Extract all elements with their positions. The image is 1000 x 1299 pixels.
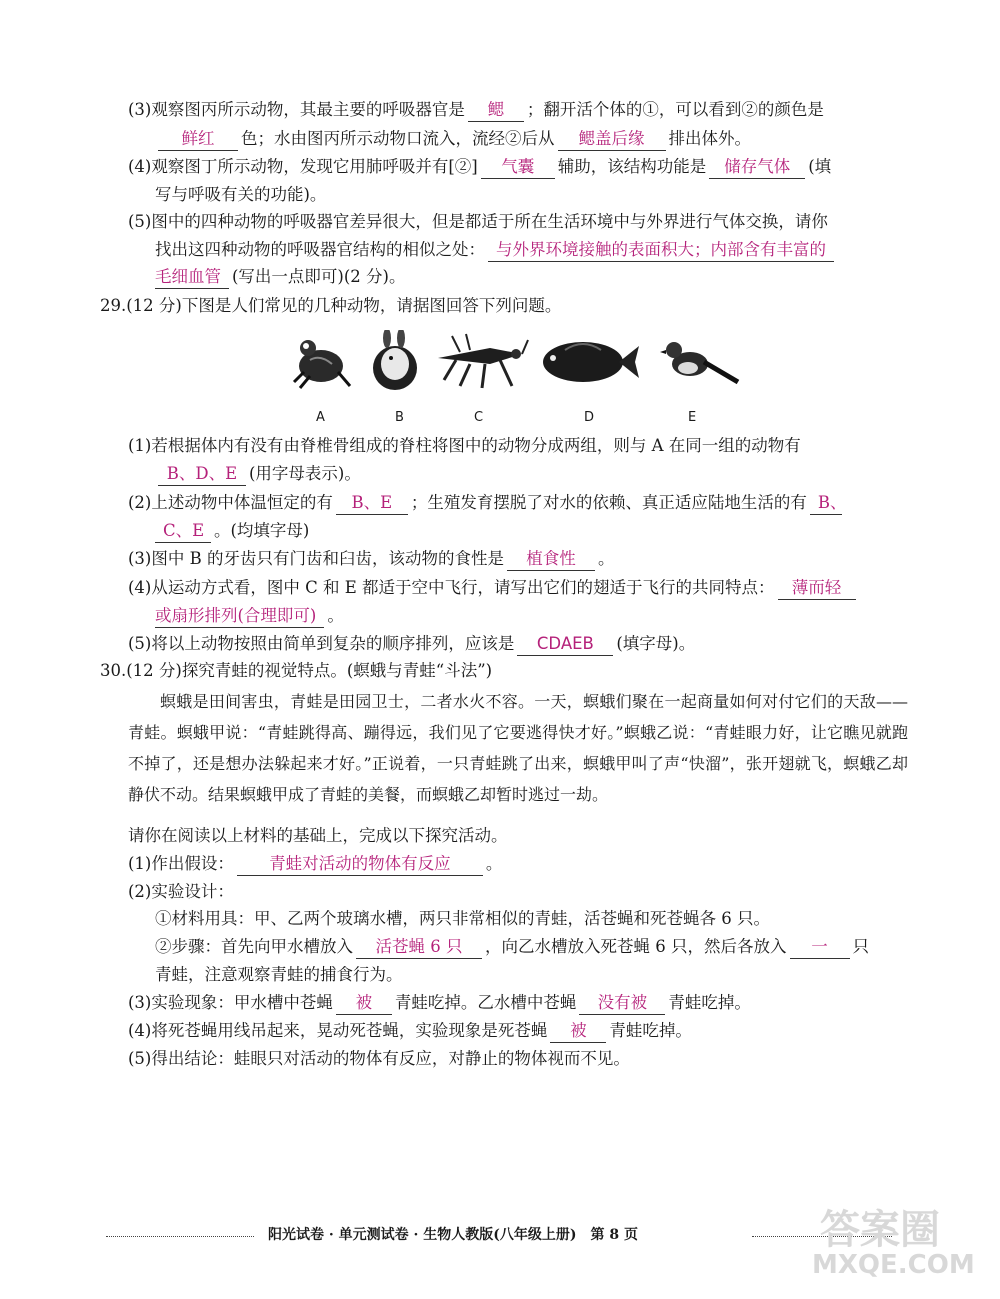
q28-p3-answer-1: 鳃	[468, 99, 524, 122]
q30-p3-answer-2: 没有被	[579, 992, 665, 1015]
q29-p5-line1	[128, 632, 695, 656]
q29-p3-text: (3)图中 B 的牙齿只有门齿和臼齿，该动物的食性是	[128, 549, 504, 568]
q28-p5-line2	[155, 238, 837, 262]
q29-p1-answer-1: B、D、E	[158, 463, 246, 486]
q30-intro: 请你在阅读以上材料的基础上，完成以下探究活动。	[128, 826, 508, 845]
q29-title: 29.(12 分)下图是人们常见的几种动物，请据图回答下列问题。	[100, 296, 562, 315]
q30-p2-text: 只	[852, 937, 869, 956]
q29-p5-text: (5)将以上动物按照由简单到复杂的顺序排列，应该是	[128, 634, 515, 653]
q29-p5-answer-1: CDAEB	[517, 633, 613, 656]
q30-story: 螟蛾是田间害虫，青蛙是田园卫士，二者水火不容。一天，螟蛾们聚在一起商量如何对付它们的天敌——青蛙。螟蛾甲说：“青蛙跳得高、蹦得远，我们见了它要逃得快才好。”螟蛾乙说：“青蛙眼力好，让它瞧见就跑不掉了，还是想办法躲起来才好。”正说着，一只青蛙跳了出来，螟蛾甲叫了声“快溜”，张开翅就飞，螟蛾乙却静伏不动。结果螟蛾甲成了青蛙的美餐，而螟蛾乙却暂时逃过一劫。	[128, 692, 908, 804]
q28-p3-text: 排出体外。	[668, 129, 751, 148]
q28-p3-text: ；翻开活个体的①，可以看到②的颜色是	[526, 100, 824, 119]
q28-p3-answer-2: 鲜红	[158, 128, 238, 151]
q28-p3-line1	[128, 98, 824, 122]
q28-p3-answer-3: 鳃盖后缘	[558, 128, 666, 151]
q30-p4-text: 青蛙吃掉。	[609, 1021, 692, 1040]
rabbit-image	[365, 330, 427, 392]
fish-image	[535, 330, 640, 392]
q29-p2-answer-2a: B、	[810, 492, 842, 515]
q29-p2-answer-1: B、E	[336, 492, 408, 515]
q30-p2-line: (2)实验设计：	[128, 882, 234, 901]
q29-p1-line1: (1)若根据体内有没有由脊椎骨组成的脊柱将图中的动物分成两组，则与 A 在同一组的动物有	[128, 436, 801, 455]
q29-p4-text: (4)从运动方式看，图中 C 和 E 都适于空中飞行，请写出它们的翅适于飞行的共同特点：	[128, 578, 775, 597]
q30-p4-text: (4)将死苍蝇用线吊起来，晃动死苍蝇，实验现象是死苍蝇	[128, 1021, 548, 1040]
q28-p5-answer-1: 与外界环境接触的表面积大；内部含有丰富的	[488, 239, 834, 262]
q29-p4-line1	[128, 576, 859, 600]
q29-p1-text: (用字母表示)。	[249, 464, 361, 483]
q29-p3-text: 。	[598, 549, 615, 568]
q30-p3-text: 青蛙吃掉。乙水槽中苍蝇	[394, 993, 577, 1012]
q30-p1-answer-1: 青蛙对活动的物体有反应	[237, 853, 483, 876]
q29-p2-line2	[155, 519, 309, 543]
q29-p2-text: 。(均填字母)	[214, 521, 310, 540]
q30-p2-text: ②步骤：首先向甲水槽放入	[155, 937, 353, 956]
q30-p1-text: (1)作出假设：	[128, 854, 234, 873]
footer-text: 阳光试卷 · 单元测试卷 · 生物人教版(八年级上册) 第 8 页	[268, 1227, 638, 1243]
q30-p2-step-line2: 青蛙，注意观察青蛙的捕食行为。	[155, 965, 403, 984]
q28-p5-line3	[155, 265, 406, 289]
q29-p4-answer-1b: 或扇形排列(合理即可)	[155, 605, 324, 628]
q29-p2-answer-2b: C、E	[155, 520, 211, 543]
q30-p2-text: ，向乙水槽放入死苍蝇 6 只，然后各放入	[485, 937, 787, 956]
q28-p3-line2	[155, 127, 751, 151]
q29-p1-line2	[155, 462, 361, 486]
q30-p2-material: ①材料用具：甲、乙两个玻璃水槽，两只非常相似的青蛙，活苍蝇和死苍蝇各 6 只。	[155, 909, 770, 928]
q30-p2-answer-1: 活苍蝇 6 只	[356, 936, 482, 959]
watermark-logo: 答案圈	[820, 1207, 940, 1253]
page-footer	[100, 1224, 900, 1248]
q30-p3-line	[128, 991, 751, 1015]
q29-p2-line1	[128, 491, 845, 515]
q30-p3-answer-1: 被	[336, 992, 392, 1015]
q28-p5-text: 找出这四种动物的呼吸器官结构的相似之处：	[155, 240, 485, 259]
q30-p4-answer-1: 被	[550, 1020, 606, 1043]
q29-p4-text: 。	[327, 606, 344, 625]
q29-p4-line2	[155, 604, 344, 628]
q29-p5-text: (填字母)。	[616, 634, 696, 653]
bird-image	[660, 330, 740, 392]
q28-p5-text: (写出一点即可)(2 分)。	[232, 267, 406, 286]
figure-label-e: E	[688, 410, 697, 425]
figure-label-a: A	[316, 410, 325, 425]
q30-p1-line	[128, 852, 502, 876]
q28-p4-answer-1: 气囊	[481, 156, 555, 179]
q28-p4-line1	[128, 155, 831, 179]
q30-p2-step-line1	[155, 935, 869, 959]
q29-p2-text: ；生殖发育摆脱了对水的依赖、真正适应陆地生活的有	[410, 493, 807, 512]
q28-p5-answer-2: 毛细血管	[155, 266, 229, 289]
q30-p3-text: 青蛙吃掉。	[668, 993, 751, 1012]
q29-p3-answer-1: 植食性	[507, 548, 595, 571]
figure-label-b: B	[395, 410, 404, 425]
footer-dotted-rule-left	[106, 1236, 254, 1237]
q30-p2-answer-2: 一	[790, 936, 850, 959]
q30-p1-text: 。	[485, 854, 503, 873]
q28-p4-text: (4)观察图丁所示动物，发现它用肺呼吸并有[②]	[128, 157, 478, 176]
figure-label-d: D	[584, 410, 595, 425]
q28-p4-line2: 写与呼吸有关的功能)。	[155, 185, 327, 204]
q30-title: 30.(12 分)探究青蛙的视觉特点。(螟蛾与青蛙“斗法”)	[100, 661, 493, 680]
q29-p3-line1	[128, 547, 615, 571]
q30-p5-line: (5)得出结论：蛙眼只对活动的物体有反应，对静止的物体视而不见。	[128, 1049, 630, 1068]
q28-p3-text: 色；水由图丙所示动物口流入，流经②后从	[241, 129, 555, 148]
q29-p4-answer-1a: 薄而轻	[778, 577, 856, 600]
frog-image	[290, 330, 352, 392]
q28-p4-text: (填	[808, 157, 832, 176]
q30-p4-line	[128, 1019, 692, 1043]
figure-label-c: C	[474, 410, 484, 425]
q30-p3-text: (3)实验现象：甲水槽中苍蝇	[128, 993, 333, 1012]
q28-p4-text: 辅助，该结构功能是	[557, 157, 707, 176]
q29-p2-text: (2)上述动物中体温恒定的有	[128, 493, 333, 512]
q28-p3-text: (3)观察图丙所示动物，其最主要的呼吸器官是	[128, 100, 465, 119]
grasshopper-image	[430, 330, 530, 392]
q28-p4-answer-2: 储存气体	[709, 156, 805, 179]
watermark-url: MXQE.COM	[812, 1250, 975, 1280]
q28-p5-line1: (5)图中的四种动物的呼吸器官差异很大，但是都适于所在生活环境中与外界进行气体交换，请你	[128, 212, 828, 231]
